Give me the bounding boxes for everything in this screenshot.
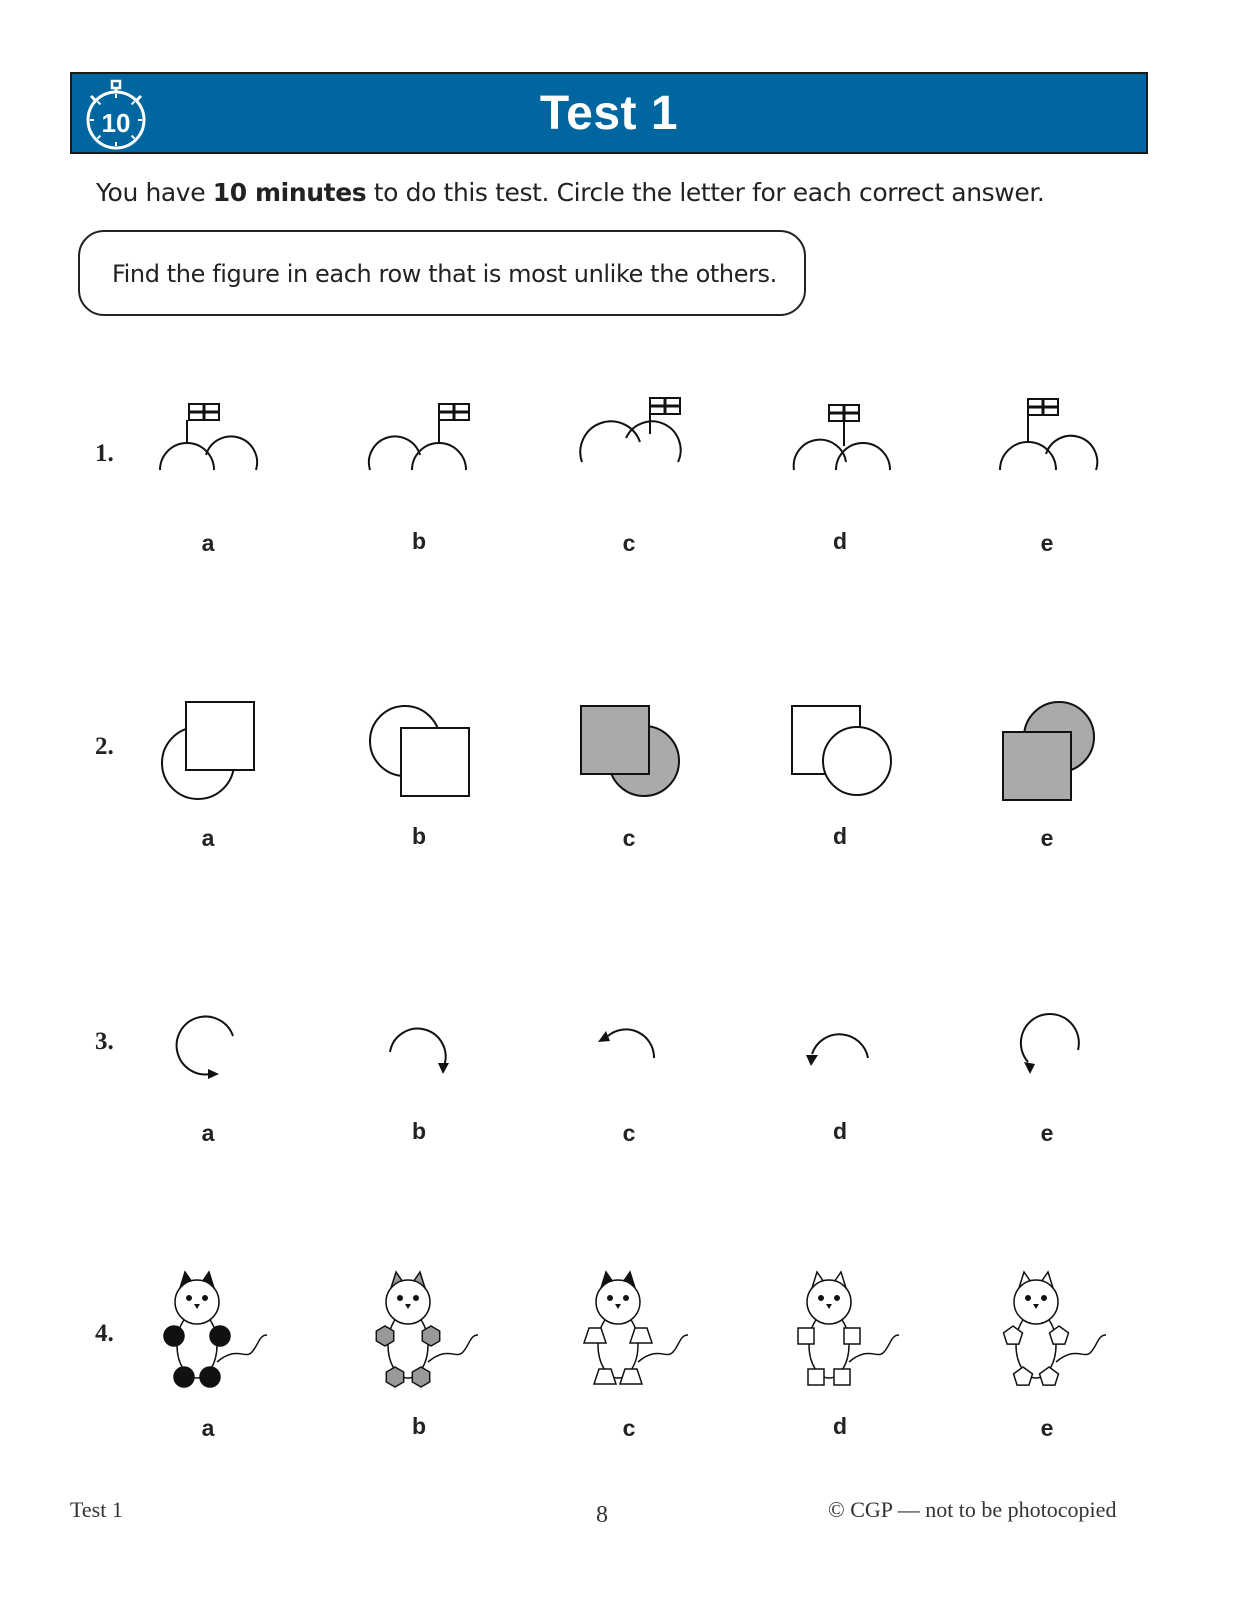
option-label[interactable]: a <box>201 1120 215 1146</box>
option-label[interactable]: e <box>1040 530 1054 556</box>
cat-head <box>386 1280 430 1324</box>
option-label[interactable]: d <box>832 1413 848 1439</box>
cat-eye <box>607 1295 613 1301</box>
option-label[interactable]: c <box>622 1415 636 1441</box>
cat-paw <box>174 1367 194 1387</box>
cat-eye <box>834 1295 840 1301</box>
timer-minutes: 10 <box>101 108 131 138</box>
cat-paw <box>798 1328 814 1344</box>
option-label[interactable]: b <box>411 1118 427 1144</box>
option-label[interactable]: c <box>622 825 636 851</box>
cat-paw <box>376 1326 393 1346</box>
footer-test-name: Test 1 <box>70 1497 123 1522</box>
cat-eye <box>623 1295 629 1301</box>
question-number: 3. <box>95 1028 114 1055</box>
instruction-text: Find the figure in each row that is most unlike the others. <box>112 260 777 288</box>
copyright-notice: © CGP — not to be photocopied <box>828 1497 1117 1522</box>
option-label[interactable]: b <box>411 528 427 554</box>
cat-paw <box>210 1326 230 1346</box>
option-label[interactable]: d <box>832 823 848 849</box>
cat-paw <box>412 1367 429 1387</box>
cat-head <box>596 1280 640 1324</box>
cat-head <box>807 1280 851 1324</box>
cat-paw <box>200 1367 220 1387</box>
intro-text: You have 10 minutes to do this test. Circle the letter for each correct answer. <box>96 178 1045 207</box>
cat-head <box>175 1280 219 1324</box>
question-number: 2. <box>95 733 114 760</box>
cat-paw <box>386 1367 403 1387</box>
option-label[interactable]: e <box>1040 1120 1054 1146</box>
cat-paw <box>844 1328 860 1344</box>
cat-eye <box>186 1295 192 1301</box>
intro-time: 10 minutes <box>212 178 367 207</box>
cat-paw <box>164 1326 184 1346</box>
option-label[interactable]: d <box>832 1118 848 1144</box>
option-label[interactable]: c <box>622 1120 636 1146</box>
question-number: 4. <box>95 1320 114 1347</box>
option-label[interactable]: d <box>832 528 848 554</box>
option-label[interactable]: b <box>411 823 427 849</box>
option-label[interactable]: a <box>201 530 215 556</box>
page-number: 8 <box>596 1502 608 1528</box>
cat-eye <box>202 1295 208 1301</box>
cat-eye <box>1025 1295 1031 1301</box>
cat-eye <box>818 1295 824 1301</box>
cat-head <box>1014 1280 1058 1324</box>
cat-paw <box>808 1369 824 1385</box>
question-number: 1. <box>95 440 114 467</box>
cat-paw <box>834 1369 850 1385</box>
cat-eye <box>1041 1295 1047 1301</box>
option-label[interactable]: c <box>622 530 636 556</box>
cat-eye <box>413 1295 419 1301</box>
page-title: Test 1 <box>539 87 679 140</box>
option-label[interactable]: b <box>411 1413 427 1439</box>
option-label[interactable]: a <box>201 825 215 851</box>
cat-eye <box>397 1295 403 1301</box>
option-label[interactable]: e <box>1040 1415 1054 1441</box>
option-label[interactable]: a <box>201 1415 215 1441</box>
cat-paw <box>422 1326 439 1346</box>
option-label[interactable]: e <box>1040 825 1054 851</box>
